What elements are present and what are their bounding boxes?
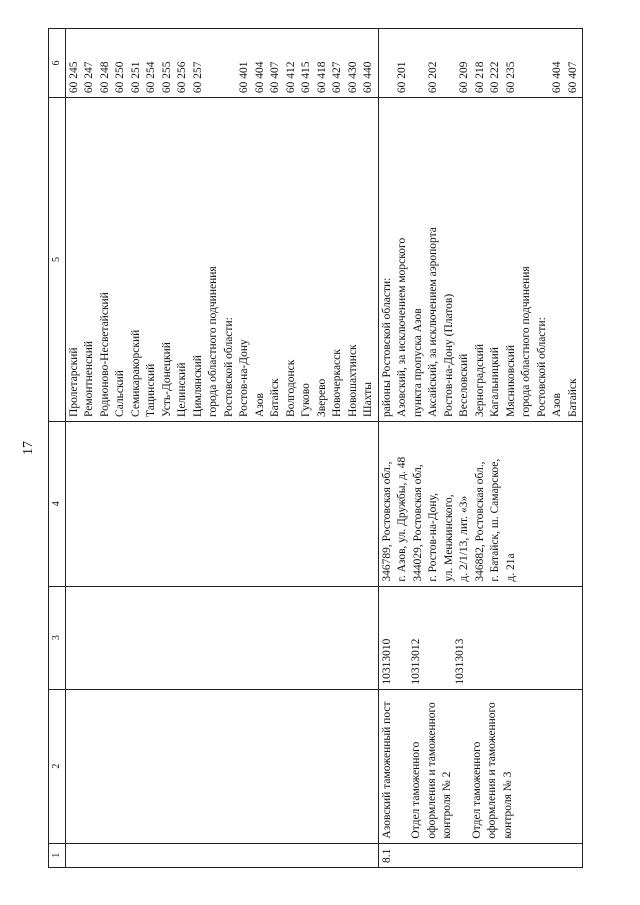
area-line: пункта пропуска Азов [411,308,424,417]
area-code: 60 256 [176,61,188,94]
area-line: Сальский [114,370,126,417]
post-name-line: Отдел таможенного [470,741,483,839]
area-line: Кагальницкий [489,347,501,417]
cont-num-cell [65,843,378,867]
area-code [442,33,458,93]
area-code: 60 404 [551,61,563,94]
continuation-row [65,29,378,868]
spacer [395,591,409,685]
area-code [535,33,551,93]
area-line: Азов [551,393,563,417]
post-code: 10313012 [410,638,422,685]
cont-area-codes-cell [65,29,378,98]
header-col-3: 3 [49,586,66,689]
header-col-5: 5 [49,98,66,422]
area-line: Целинский [176,362,188,417]
area-code: 60 415 [300,61,312,94]
area-line: Ростовской области: [222,317,235,417]
area-line: Веселовский [458,353,470,417]
header-row [49,29,66,868]
area-code [519,33,535,93]
area-code: 60 250 [114,61,126,94]
post-names-cell [378,689,583,843]
page-number: 17 [21,441,36,455]
area-code [411,33,427,93]
area-code: 60 255 [160,61,173,94]
spacer [425,591,439,685]
post-address-line: г. Азов, ул. Дружбы, д. 48 [396,456,408,582]
header-col-2: 2 [49,689,66,843]
post-address-line: 344029, Ростовская обл, [411,464,424,582]
post-code: 10313010 [380,638,393,685]
cont-address-cell [65,421,378,586]
post-name-line: контроля № 2 [441,771,453,839]
area-line: Ростовской области: [535,317,548,417]
area-code: 60 209 [458,61,470,94]
area-code: 60 257 [191,61,204,94]
spacer [439,591,453,685]
area-code: 60 407 [566,61,579,94]
area-line: города областного подчинения [207,266,219,417]
spacer [456,694,470,839]
post-name-line: оформления и таможенного [486,702,498,839]
area-code [206,33,222,93]
area-code: 60 201 [396,61,408,94]
spacer [395,694,409,839]
header-col-4: 4 [49,421,66,586]
rotated-table-page [48,28,613,868]
area-line: Семикаракорский [129,329,142,417]
post-addresses-cell [378,421,583,586]
area-code: 60 247 [83,61,95,94]
header-col-6: 6 [49,29,66,98]
area-line: Шахты [362,382,374,417]
area-code: 60 245 [67,61,80,94]
area-line: районы Ростовской области: [380,277,393,417]
area-code: 60 202 [427,61,439,94]
area-line: Азовский, за исключением морского [396,237,408,417]
area-line: Азов [253,393,266,417]
post-address-line: г. Ростов-на-Дону, [427,492,439,582]
area-line: Родионово-Несветайский [98,292,111,417]
main-areas-cell [378,98,583,422]
area-line: Зерноградский [473,344,486,417]
area-line: Новошахтинск [346,344,359,417]
area-code [222,33,238,93]
post-address-line: г. Батайск, ш. Самарское, [489,458,501,582]
area-code: 60 427 [331,61,343,94]
area-code: 60 401 [238,61,250,94]
area-line: Усть-Донецкий [160,342,173,417]
area-code: 60 254 [145,61,157,94]
area-code: 60 248 [98,61,111,94]
area-code: 60 404 [253,61,266,94]
area-line: Ремонтненский [83,341,95,417]
post-address-line: 346789, Ростовская обл., [380,461,393,582]
area-code: 60 440 [362,61,374,94]
area-code: 60 235 [504,61,517,94]
cont-areas-cell [65,98,378,422]
area-line: Волгодонск [284,359,297,417]
area-line: Тацинский [145,363,157,417]
post-name-line: Азовский таможенный пост [380,701,393,839]
cont-name-cell [65,689,378,843]
area-code: 60 430 [346,61,359,94]
area-code: 60 218 [473,61,486,94]
area-code: 60 412 [284,61,297,94]
area-code [380,33,396,93]
main-row [378,29,583,868]
post-name-line: Отдел таможенного [410,741,422,839]
area-line: Ростов-на-Дону (Платов) [442,293,455,417]
area-line: Мясниковский [504,344,517,417]
area-line: Новочеркасск [331,349,343,417]
main-area-codes-cell [378,29,583,98]
post-address-line: д. 2/1/13, лит. «З» [458,495,470,582]
row-number: 8.1 [378,843,583,867]
area-line: Пролетарский [67,347,80,417]
area-line: Батайск [566,378,579,417]
post-codes-cell [378,586,583,689]
area-code: 60 407 [269,61,281,94]
area-line: Батайск [269,378,281,417]
area-line: Гуково [300,383,312,417]
post-address-line: ул. Менжинского, [442,494,455,582]
post-code: 10313013 [453,638,466,685]
area-line: Аксайский, за исключением аэропорта [427,227,439,417]
post-name-line: оформления и таможенного [425,702,438,839]
customs-table [48,28,583,868]
area-code: 60 222 [489,61,501,94]
area-line: Ростов-на-Дону [238,339,250,417]
post-address-line: д. 21а [504,553,517,582]
area-code: 60 418 [315,61,328,94]
header-col-1: 1 [49,843,66,867]
area-code: 60 251 [129,61,142,94]
area-line: города областного подчинения [520,266,532,417]
cont-code-cell [65,586,378,689]
area-line: Цимлянский [191,355,204,417]
post-address-line: 346882, Ростовская обл., [473,461,486,582]
area-line: Зверево [315,378,328,417]
post-name-line: контроля № 3 [501,771,514,839]
